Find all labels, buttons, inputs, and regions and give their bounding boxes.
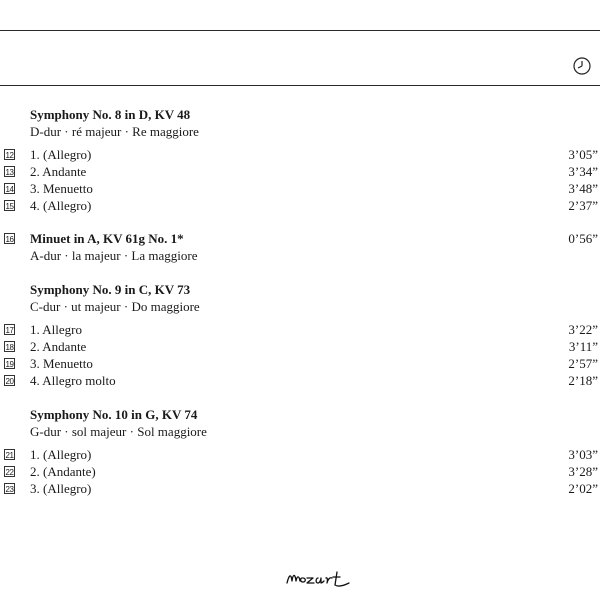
track-title: 4. Allegro molto	[30, 373, 116, 388]
track-row[interactable]	[0, 356, 600, 373]
top-rule	[0, 30, 600, 31]
track-duration: 3’34”	[568, 164, 598, 179]
track-number-badge: 17	[5, 326, 14, 335]
section-title: Symphony No. 10 in G, KV 74	[30, 407, 198, 422]
track-duration: 3’03”	[568, 447, 598, 462]
track-title: 1. Allegro	[30, 322, 82, 337]
track-row[interactable]	[0, 481, 600, 498]
track-duration: 2’02”	[568, 481, 598, 496]
track-number-badge: 21	[5, 451, 14, 460]
section-subtitle: C-dur · ut majeur · Do maggiore	[30, 299, 200, 314]
section-title: Minuet in A, KV 61g No. 1*	[30, 231, 184, 246]
track-title: 2. Andante	[30, 339, 87, 354]
track-title: 3. Menuetto	[30, 181, 93, 196]
track-title: 2. (Andante)	[30, 464, 96, 479]
track-title: 1. (Allegro)	[30, 447, 92, 462]
track-row[interactable]	[0, 198, 600, 215]
track-row[interactable]	[0, 164, 600, 181]
track-number-badge: 18	[5, 343, 14, 352]
track-number-badge: 12	[5, 151, 14, 160]
track-duration: 0’56”	[568, 231, 598, 246]
track-number-badge: 14	[5, 185, 14, 194]
track-duration: 3’05”	[568, 147, 598, 162]
track-duration: 2’37”	[568, 198, 598, 213]
track-number-badge: 15	[5, 202, 14, 211]
track-row[interactable]	[0, 339, 600, 356]
track-number-badge: 20	[5, 377, 14, 386]
track-title: 4. (Allegro)	[30, 198, 92, 213]
mozart-signature-logo	[283, 563, 355, 591]
track-title: 1. (Allegro)	[30, 147, 92, 162]
track-row[interactable]	[0, 447, 600, 464]
track-row[interactable]	[0, 464, 600, 481]
section-subtitle: G-dur · sol majeur · Sol maggiore	[30, 424, 207, 439]
track-duration: 3’11”	[568, 339, 598, 354]
header-rule	[0, 85, 600, 86]
track-duration: 3’48”	[568, 181, 598, 196]
section-title: Symphony No. 9 in C, KV 73	[30, 282, 191, 297]
track-row[interactable]	[0, 373, 600, 390]
section-subtitle: A-dur · la majeur · La maggiore	[30, 248, 198, 263]
track-row[interactable]	[0, 181, 600, 198]
section-title: Symphony No. 8 in D, KV 48	[30, 107, 191, 122]
track-number-badge: 23	[5, 485, 14, 494]
clock-icon	[572, 56, 592, 76]
track-row[interactable]	[0, 147, 600, 164]
track-duration: 3’28”	[568, 464, 598, 479]
track-number-badge: 19	[5, 360, 14, 369]
track-title: 2. Andante	[30, 164, 87, 179]
track-duration: 3’22”	[568, 322, 598, 337]
section-subtitle: D-dur · ré majeur · Re maggiore	[30, 124, 199, 139]
track-title: 3. Menuetto	[30, 356, 93, 371]
track-number-badge: 16	[5, 235, 14, 244]
track-number-badge: 22	[5, 468, 14, 477]
track-title: 3. (Allegro)	[30, 481, 92, 496]
track-row[interactable]	[0, 322, 600, 339]
track-row-minuet[interactable]	[0, 231, 600, 248]
track-duration: 2’18”	[568, 373, 598, 388]
track-duration: 2’57”	[568, 356, 598, 371]
track-number-badge: 13	[5, 168, 14, 177]
